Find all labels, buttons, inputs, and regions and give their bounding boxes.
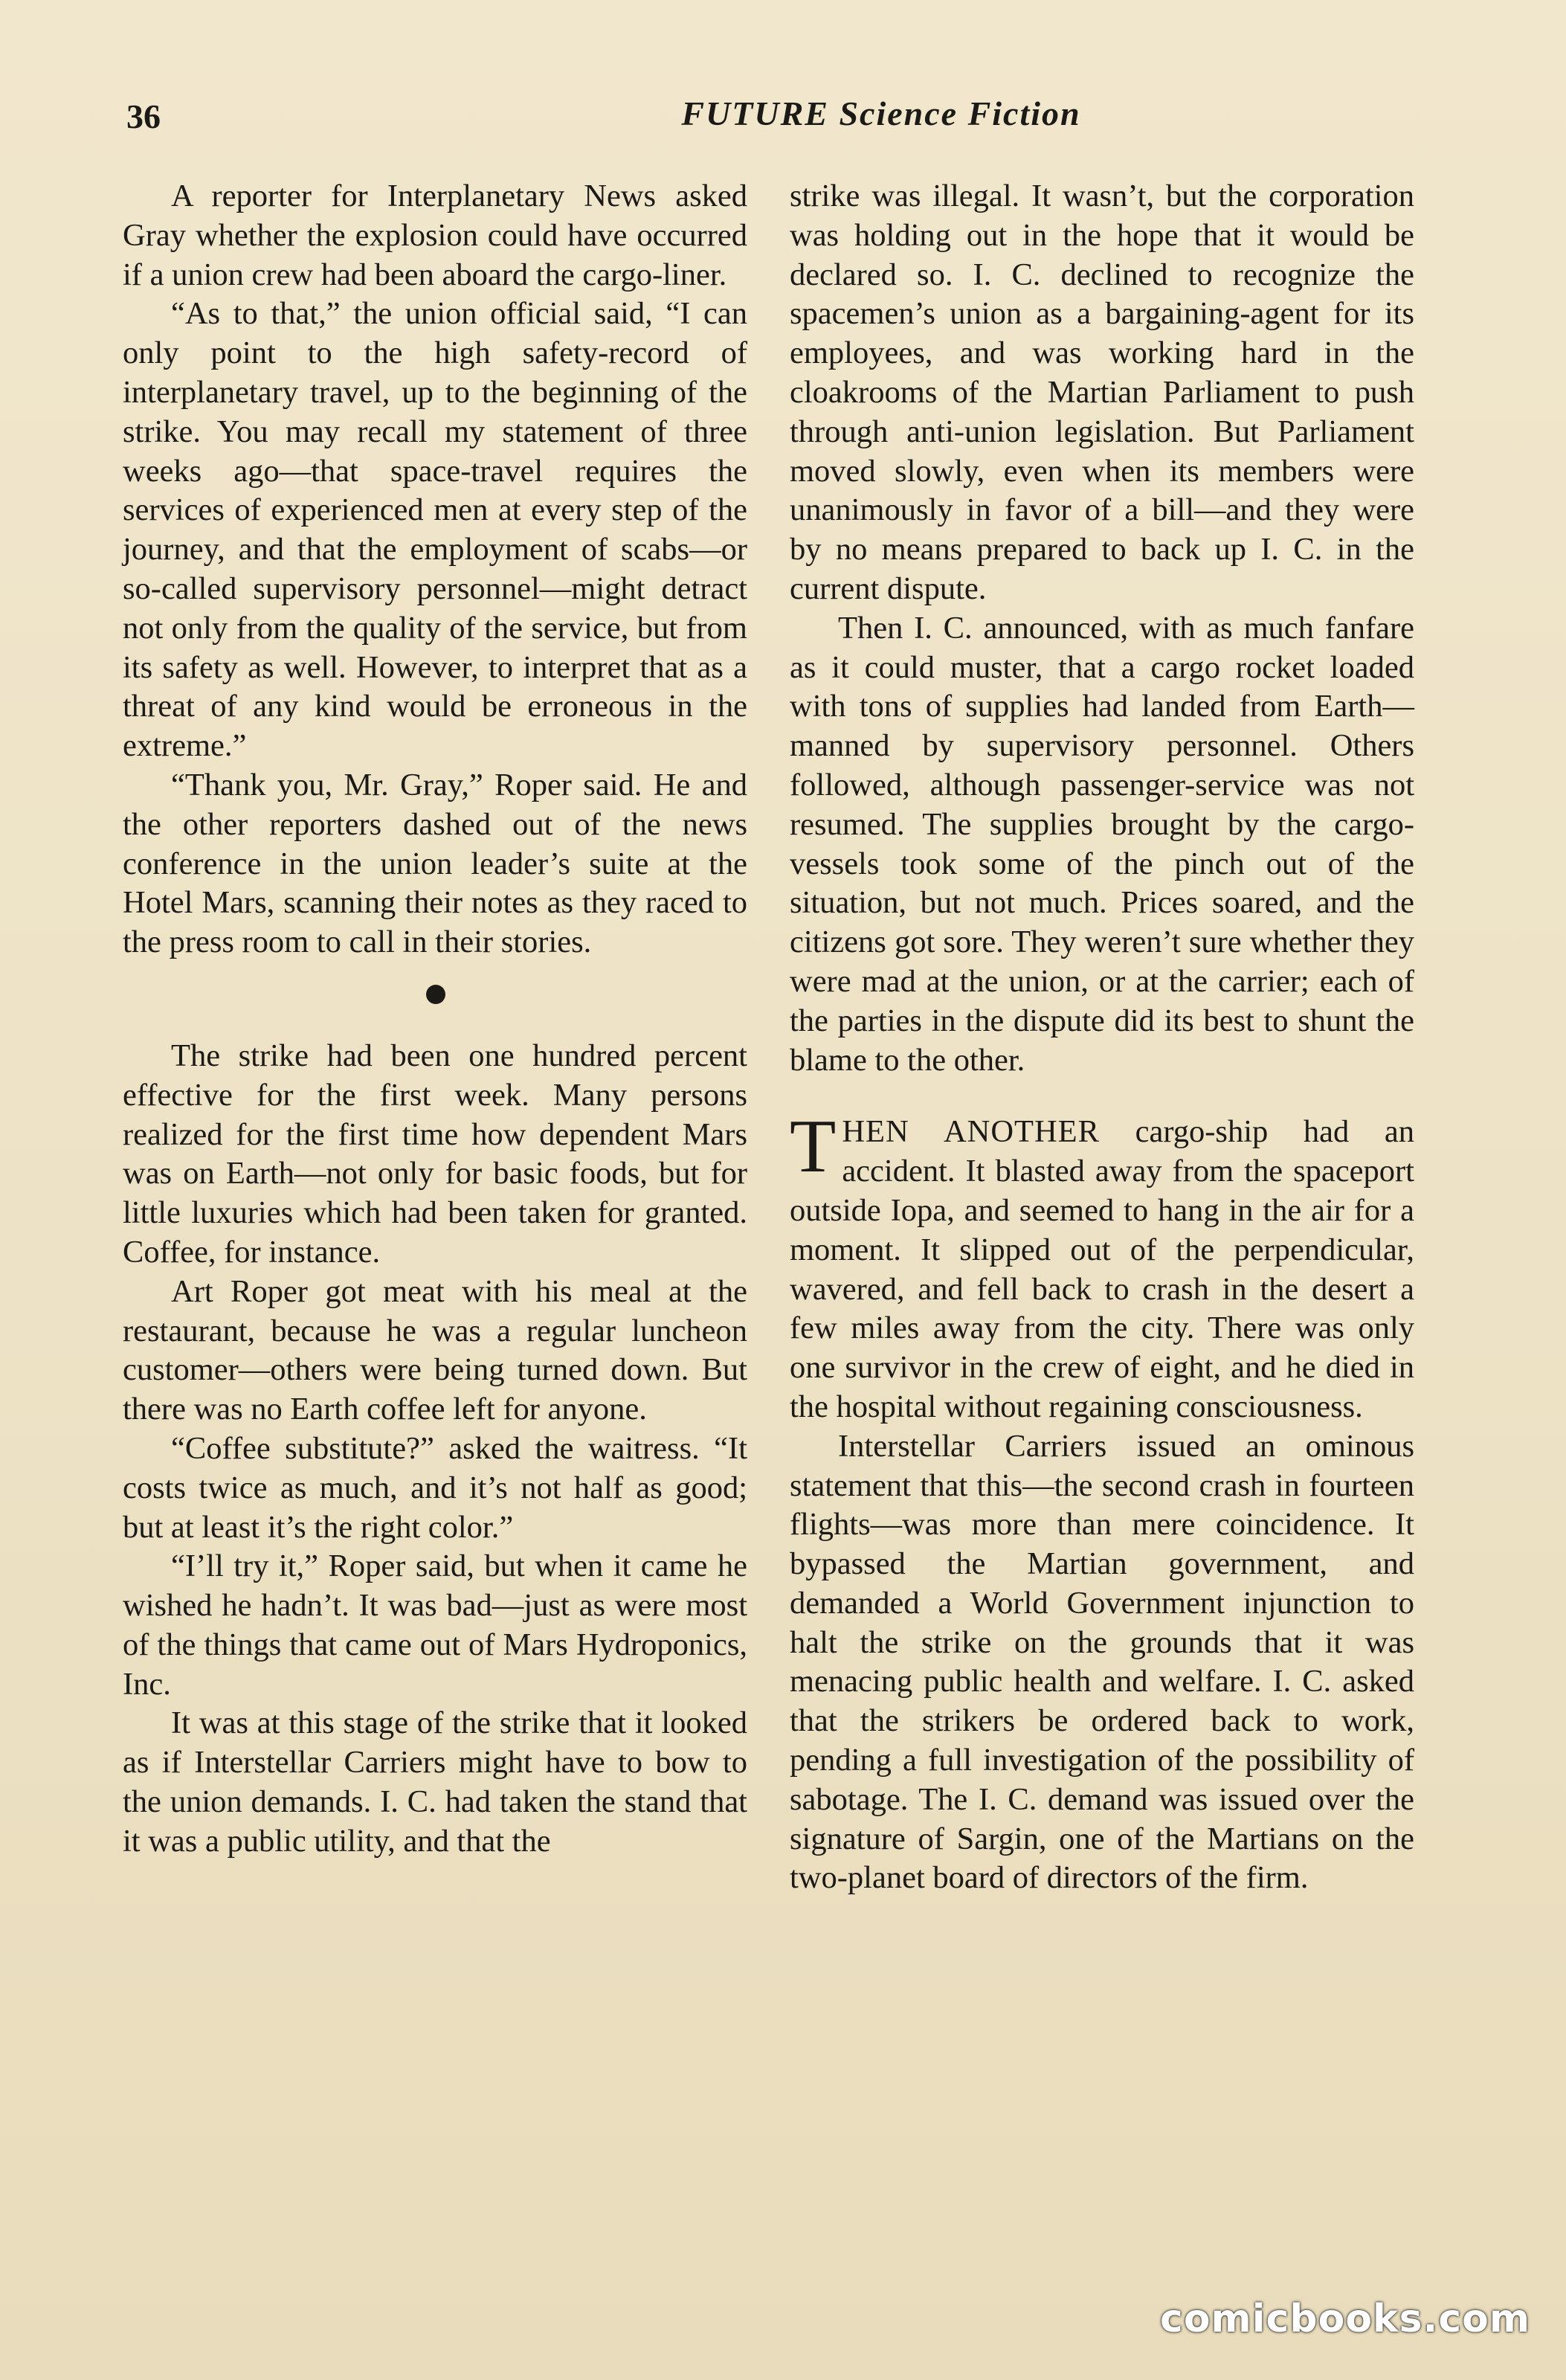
paragraph: “Thank you, Mr. Gray,” Roper said. He and the other reporters dashed out of the news conference in the union leader’s suite at the Hotel Mars, scanning their notes as they raced to the press room to call in their stories. bbox=[123, 767, 747, 960]
right-column bbox=[790, 177, 1414, 1898]
left-column bbox=[123, 177, 747, 1862]
paragraph: strike was illegal. It wasn’t, but the corporation was holding out in the hope that it would be declared so. I. C. declined to recognize the spacemen’s union as a bargaining-agent for its employees, and was working hard in the cloakrooms of the Martian Parliament to push through anti-union legislation. But Parliament moved slowly, even when its members were unanimously in favor of a bill—and they were by no means prepared to back up I. C. in the current dispute. bbox=[790, 178, 1414, 606]
paragraph: It was at this stage of the strike that it looked as if Interstellar Carriers might have to bow to the union demands. I. C. had taken the stand that it was a public utility, and that the bbox=[123, 1705, 747, 1859]
running-title: FUTURE Science Fiction bbox=[681, 94, 1081, 132]
paragraph: Then I. C. announced, with as much fanfare as it could muster, that a cargo rocket loaded with tons of supplies had landed from Earth—manned by supervisory personnel. Others followed, although passenger-service was not resumed. The supplies brought by the cargo-vessels took some of the pinch out of the situation, but not much. Prices soared, and the citizens got sore. They weren’t sure whether they were mad at the union, or at the carrier; each of the parties in the dispute did its best to shunt the blame to the other. bbox=[790, 610, 1414, 1078]
paragraph: “Coffee substitute?” asked the waitress. “It costs twice as much, and it’s not half as good; but at least it’s the right color.” bbox=[123, 1430, 747, 1545]
paragraph-text: cargo-ship had an accident. It blasted away from the spaceport outside Iopa, and seemed to hang in the air for a moment. It slipped out of the perpendicular, wavered, and fell back to crash in the desert a few miles away from the city. There was only one survivor in the crew of eight, and he died in the hospital without regaining consciousness. bbox=[790, 1114, 1414, 1424]
section-break bbox=[123, 962, 747, 1037]
page-header bbox=[112, 91, 1450, 150]
lead-in-caps: HEN ANOTHER bbox=[842, 1114, 1100, 1150]
drop-cap: T bbox=[790, 1104, 837, 1189]
bullet-dot-icon bbox=[426, 985, 445, 1004]
paragraph: “I’ll try it,” Roper said, but when it came he wished he hadn’t. It was bad—just as were most of the things that came out of Mars Hydroponics, Inc. bbox=[123, 1548, 747, 1702]
section-gap bbox=[790, 1080, 1414, 1113]
paragraph: “As to that,” the union official said, “I can only point to the high safety-record of interplanetary travel, up to the beginning of the strike. You may recall my statement of three weeks ago—that space-travel requires the services of experienced men at every step of the journey, and that the employment of scabs—or so-called supervisory personnel—might detract not only from the quality of the service, but from its safety as well. However, to interpret that as a threat of any kind would be erroneous in the extreme.” bbox=[123, 296, 747, 764]
paragraph: A reporter for Interplanetary News asked Gray whether the explosion could have occurred if a union crew had been aboard the cargo-liner. bbox=[123, 178, 747, 292]
paragraph: Interstellar Carriers issued an ominous statement that this—the second crash in fourteen flights—was more than mere coincidence. It bypassed the Martian government, and demanded a World Government injunction to halt the strike on the grounds that it was menacing public health and welfare. I. C. asked that the strikers be ordered back to work, pending a full investigation of the possibility of sabotage. The I. C. demand was issued over the signature of Sargin, one of the Martians on the two-planet board of directors of the firm. bbox=[790, 1428, 1414, 1896]
watermark: comicbooks.com bbox=[1160, 2297, 1531, 2341]
paragraph-with-drop-cap bbox=[790, 1104, 1414, 1427]
paragraph: Art Roper got meat with his meal at the restaurant, because he was a regular luncheon customer—others were being turned down. But there was no Earth coffee left for anyone. bbox=[123, 1273, 747, 1427]
page-number: 36 bbox=[126, 97, 161, 135]
paragraph: The strike had been one hundred percent effective for the first week. Many persons realized for the first time how dependent Mars was on Earth—not only for basic foods, but for little luxuries which had been taken for granted. Coffee, for instance. bbox=[123, 1038, 747, 1270]
